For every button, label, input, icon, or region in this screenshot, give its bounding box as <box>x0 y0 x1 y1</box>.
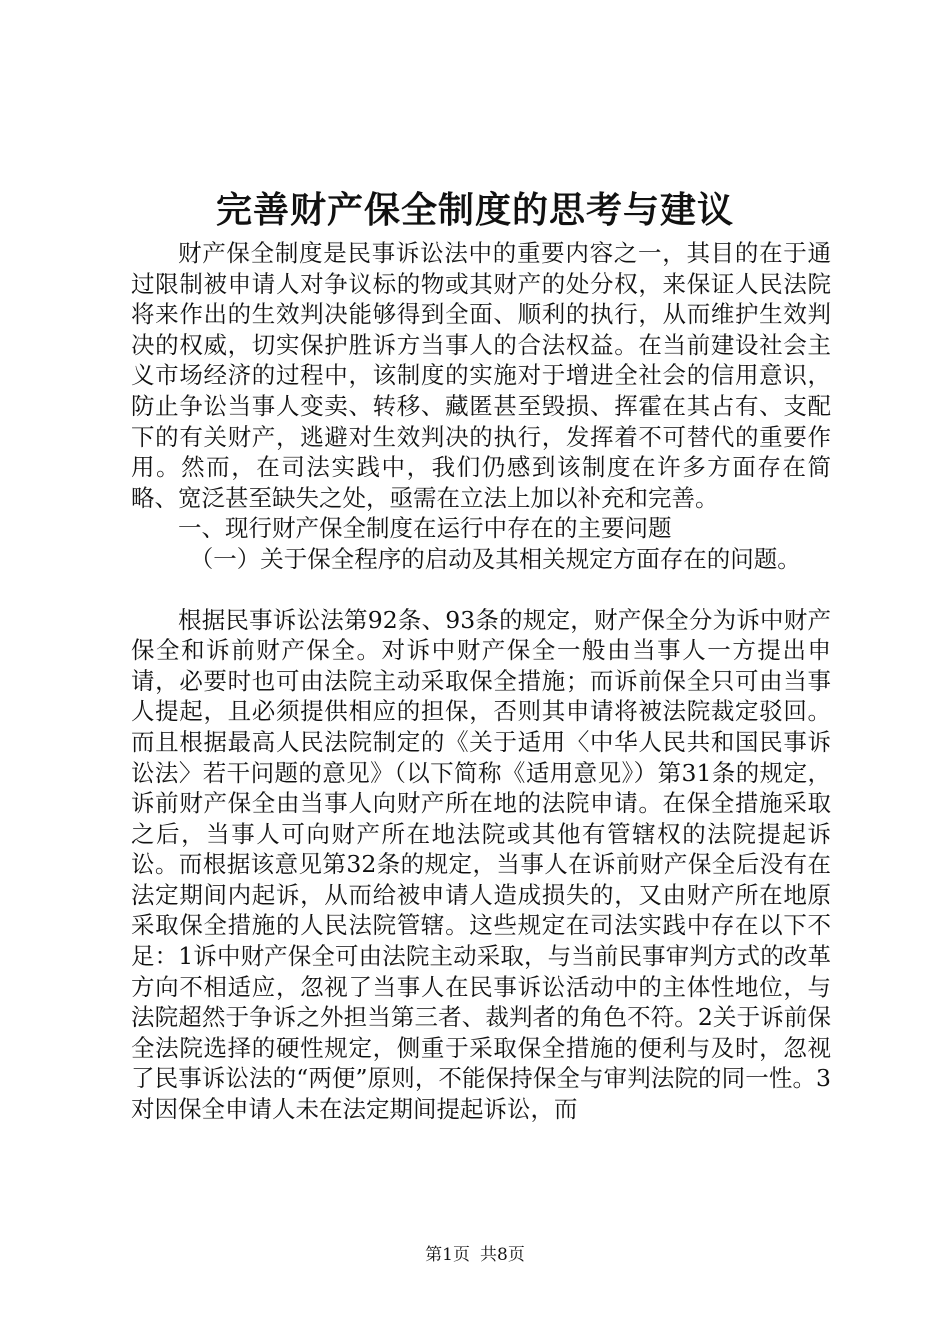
section-heading: 一、现行财产保全制度在运行中存在的主要问题 <box>178 514 672 543</box>
intro-paragraph: 财产保全制度是民事诉讼法中的重要内容之一，其目的在于通过限制被申请人对争议标的物或其财产的处分权，来保证人民法院将来作出的生效判决能够得到全面、顺利的执行，从而维护生效判决的权威，切实保护胜诉方当事人的合法权益。在当前建设社会主义市场经济的过程中，该制度的实施对于增进全社会的信用意识，防止争讼当事人变卖、转移、藏匿甚至毁损、挥霍在其占有、支配下的有关财产，逃避对生效判决的执行，发挥着不可替代的重要作用。然而，在司法实践中，我们仍感到该制度在许多方面存在简略、宽泛甚至缺失之处，亟需在立法上加以补充和完善。 <box>131 239 831 512</box>
body-paragraph: 根据民事诉讼法第92条、93条的规定，财产保全分为诉中财产保全和诉前财产保全。对诉中财产保全一般由当事人一方提出申请，必要时也可由法院主动采取保全措施；而诉前保全只可由当事人提起，且必须提供相应的担保，否则其申请将被法院裁定驳回。而且根据最高人民法院制定的《关于适用〈中华人民共和国民事诉讼法〉若干问题的意见》（以下简称《适用意见》）第31条的规定，诉前财产保全由当事人向财产所在地的法院申请。在保全措施采取之后，当事人可向财产所在地法院或其他有管辖权的法院提起诉讼。而根据该意见第32条的规定，当事人在诉前财产保全后没有在法定期间内起诉，从而给被申请人造成损失的，又由财产所在地原采取保全措施的人民法院管辖。这些规定在司法实践中存在以下不足：1诉中财产保全可由法院主动采取，与当前民事审判方式的改革方向不相适应，忽视了当事人在民事诉讼活动中的主体性地位，与法院超然于争诉之外担当第三者、裁判者的角色不符。2关于诉前保全法院选择的硬性规定，侧重于采取保全措施的便利与及时，忽视了民事诉讼法的“两便”原则，不能保持保全与审判法院的同一性。3对因保全申请人未在法定期间提起诉讼，而 <box>131 605 831 1124</box>
paragraph-gap <box>131 575 831 605</box>
document-title: 完善财产保全制度的思考与建议 <box>215 189 734 231</box>
subsection-heading: （一）关于保全程序的启动及其相关规定方面存在的问题。 <box>189 544 801 573</box>
page-number: 第1页 <box>425 1245 470 1265</box>
document-body <box>131 238 831 1125</box>
page-total: 共8页 <box>480 1245 525 1265</box>
page-footer <box>0 1244 950 1266</box>
